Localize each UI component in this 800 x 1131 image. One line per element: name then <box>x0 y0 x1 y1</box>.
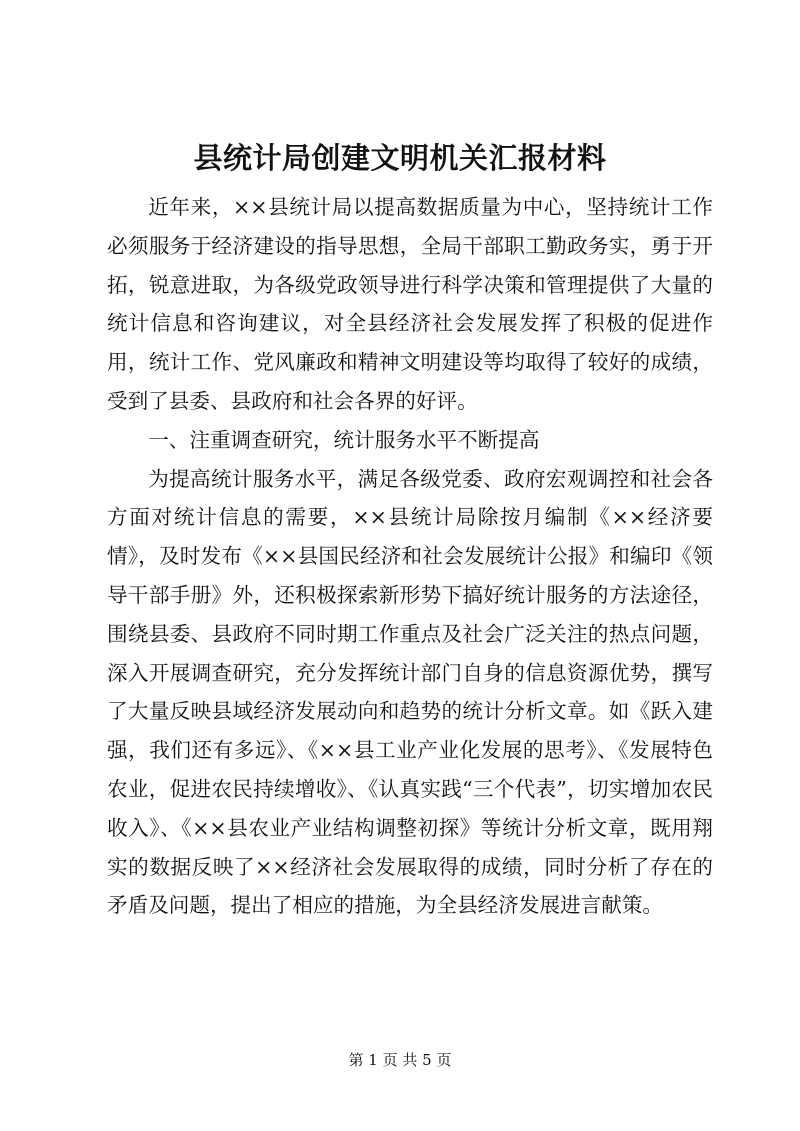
page-footer: 第 1 页 共 5 页 <box>348 1051 452 1069</box>
section-heading: 一、注重调查研究，统计服务水平不断提高 <box>148 427 540 452</box>
section-paragraph: 为提高统计服务水平，满足各级党委、政府宏观调控和社会各方面对统计信息的需要，××县统计局除按月编制《××经济要情》，及时发布《××县国民经济和社会发展统计公报》和编印《领导干部手册》外，还积极探索新形势下搞好统计服务的方法途径，围绕县委、县政府不同时期工作重点及社会广泛关注的热点问题，深入开展调查研究，充分发挥统计部门自身的信息资源优势，撰写了大量反映县域经济发展动向和趋势的统计分析文章。如《跃入建强，我们还有多远》、《××县工业产业化发展的思考》、《发展特色农业，促进农民持续增收》、《认真实践“三个代表”，切实增加农民收入》、《××县农业产业结构调整初探》等统计分析文章，既用翔实的数据反映了××经济社会发展取得的成绩，同时分析了存在的矛盾及问题，提出了相应的措施，为全县经济发展进言献策。 <box>107 466 713 918</box>
document-body <box>107 188 713 925</box>
intro-paragraph: 近年来，××县统计局以提高数据质量为中心，坚持统计工作必须服务于经济建设的指导思想，全局干部职工勤政务实，勇于开拓，锐意进取，为各级党政领导进行科学决策和管理提供了大量的统计信息和咨询建议，对全县经济社会发展发挥了积极的促进作用，统计工作、党风廉政和精神文明建设等均取得了较好的成绩，受到了县委、县政府和社会各界的好评。 <box>107 195 713 413</box>
document-title: 县统计局创建文明机关汇报材料 <box>193 141 607 175</box>
